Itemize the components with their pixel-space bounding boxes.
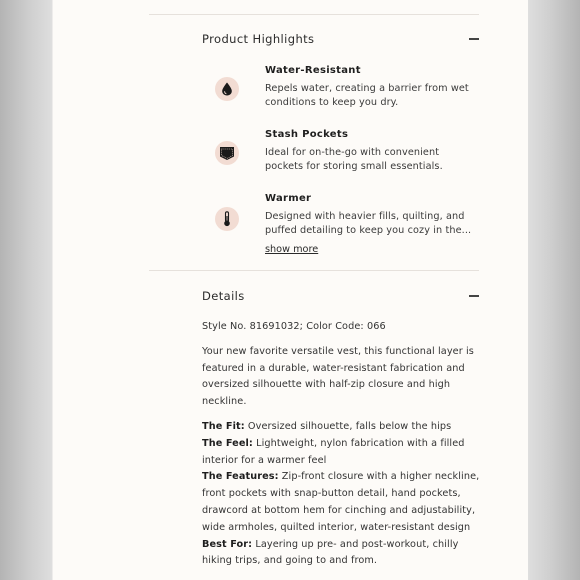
feature-label: The Fit: [202, 420, 245, 432]
feature-best-for [202, 537, 487, 571]
highlight-description: Designed with heavier fills, quilting, and puffed detailing to keep you cozy in the... [265, 211, 472, 236]
feature-label: Best For: [202, 538, 253, 550]
highlight-title: Water-Resistant [265, 65, 361, 76]
highlight-description: Repels water, creating a barrier from wet conditions to keep you dry. [265, 83, 469, 108]
details-header[interactable] [202, 286, 479, 306]
show-more-link[interactable]: show more [265, 244, 319, 255]
feature-label: The Feel: [202, 437, 253, 449]
highlight-title: Stash Pockets [265, 129, 349, 140]
water-drop-icon [215, 77, 239, 101]
feature-text: Zip-front closure with a higher neckline, front pockets with snap-button detail, hand pockets, drawcord at bottom hem for cinching and adjustability, wide armholes, quilted interior, water-resistant design [202, 471, 480, 533]
product-highlights-title: Product Highlights [202, 32, 315, 46]
highlight-title: Warmer [265, 193, 312, 204]
product-highlights-header[interactable] [202, 29, 479, 49]
pocket-icon [215, 141, 239, 165]
highlight-description: Ideal for on-the-go with convenient pockets for storing small essentials. [265, 147, 443, 172]
collapse-icon[interactable] [469, 295, 479, 296]
feature-feel [202, 436, 487, 470]
divider [149, 14, 479, 15]
divider [149, 270, 479, 271]
feature-text: Layering up pre- and post-workout, chilly hiking trips, and going to and from. [202, 538, 459, 567]
feature-text: Lightweight, nylon fabrication with a filled interior for a warmer feel [202, 437, 465, 466]
style-number: Style No. 81691032; Color Code: 066 [202, 321, 386, 332]
collapse-icon[interactable] [469, 38, 479, 39]
feature-label: The Features: [202, 471, 279, 483]
feature-fit [202, 419, 487, 436]
details-intro: Your new favorite versatile vest, this functional layer is featured in a durable, water-resistant fabrication and oversized silhouette with half-zip closure and high neckline. [202, 345, 474, 408]
feature-features [202, 469, 487, 536]
feature-text: Oversized silhouette, falls below the hips [244, 420, 452, 432]
details-body [202, 319, 487, 570]
thermometer-icon [215, 207, 239, 231]
details-title: Details [202, 289, 245, 303]
